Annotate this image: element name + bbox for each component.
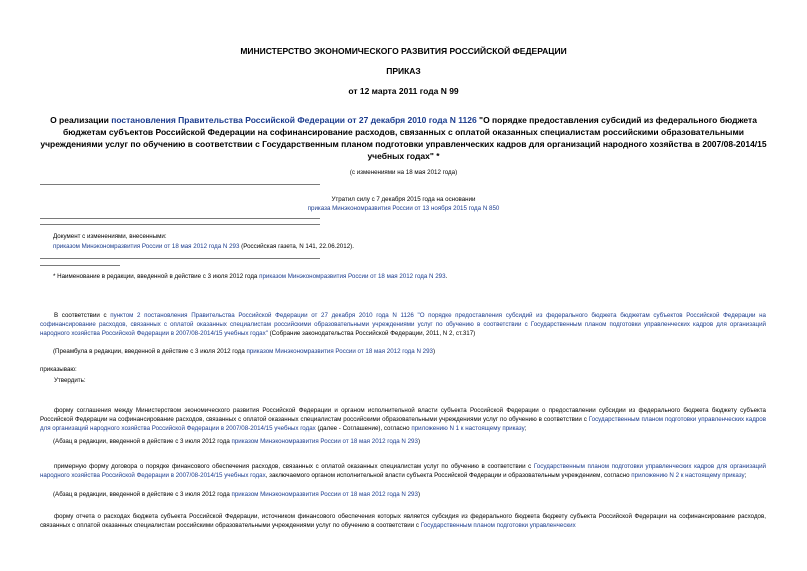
title-prefix: О реализации xyxy=(50,115,112,125)
approve-word: Утвердить: xyxy=(54,377,86,384)
note-text: (Преамбула в редакции, введенной в действие с 3 июля 2012 года xyxy=(53,348,247,355)
item-agreement-form xyxy=(40,406,766,433)
preamble-edition-note xyxy=(53,347,763,356)
item1-edition-note xyxy=(53,437,763,446)
orders-word: приказываю: xyxy=(40,366,77,373)
item2-end: ; xyxy=(744,472,747,479)
appendix-1-link[interactable]: приложению N 1 к настоящему приказу xyxy=(411,425,525,432)
appendix-2-link[interactable]: приложению N 2 к настоящему приказу xyxy=(631,472,745,479)
separator-line xyxy=(40,258,320,259)
item1-text: форму соглашения между Министерством экономического развития Российской Федерации и органом исполнительной власти субъекта Российской Федерации о предоставлении субсидии из федерального бюджета бюджету субъекта Российской Федерации на софинансирование расходов, связанных с оплатой оказанных специалистам российскими образовательными учреждениями услуг по обучению в соответствии с xyxy=(40,407,766,423)
title-resolution-link[interactable]: постановления Правительства Российской Федерации от 27 декабря 2010 года N 1126 xyxy=(111,115,477,125)
note-order-link[interactable]: приказом Минэкономразвития России от 18 мая 2012 года N 293 xyxy=(246,348,433,355)
ministry-heading: МИНИСТЕРСТВО ЭКОНОМИЧЕСКОГО РАЗВИТИЯ РОССИЙСКОЙ ФЕДЕРАЦИИ xyxy=(240,46,567,56)
amendments-line xyxy=(53,242,753,251)
item-contract-form xyxy=(40,462,766,480)
validity-line: Утратил силу с 7 декабря 2015 года на основании xyxy=(331,196,476,203)
preamble-paragraph xyxy=(40,311,766,338)
item1-mid: (далее - Соглашение), согласно xyxy=(315,425,412,432)
item2-mid: , заключаемого органом исполнительной власти субъекта Российской Федерации и образовательным учреждением, согласно xyxy=(265,472,632,479)
repeal-order-link[interactable]: приказа Минэкономразвития России от 13 ноября 2015 года N 850 xyxy=(307,205,500,212)
preamble-source: (Собрание законодательства Российской Федерации, 2011, N 2, ст.317) xyxy=(267,330,476,337)
item1-end: ; xyxy=(524,425,527,432)
preamble-resolution-link[interactable]: пунктом 2 постановления Правительства Российской Федерации от 27 декабря 2010 года N 1126 "О порядке предоставления субсидий из федерального бюджета бюджетам субъектов Российской Федерации на софинансирование расходов, связанных с оплатой оказанных специалистам российскими образовательными учреждениями услуг по обучению в соответствии с Государственным планом подготовки управленческих кадров для организаций народного хозяйства Российской Федерации в 2007/08-2014/15 учебных годах" xyxy=(40,312,766,337)
footnote xyxy=(53,272,763,281)
doc-type-heading: ПРИКАЗ xyxy=(386,66,421,76)
footnote-text: * Наименование в редакции, введенной в действие с 3 июля 2012 года xyxy=(53,273,260,280)
preamble-text-start: В соответствии с xyxy=(54,312,111,319)
changes-note: (с изменениями на 18 мая 2012 года) xyxy=(349,169,458,176)
note-end: ) xyxy=(432,348,436,355)
item2-edition-note xyxy=(53,490,763,499)
document-title xyxy=(32,114,775,162)
separator-line xyxy=(40,184,320,185)
item3-text: форму отчета о расходах бюджета субъекта Российской Федерации, источником финансового обеспечения которых является субсидия из федерального бюджета бюджету субъекта Российской Федерации на софинансирование расходов, связанных с оплатой оказанных специалистам российскими образовательными учреждениями услуг по обучению в соответствии с xyxy=(40,513,766,529)
note-text: (Абзац в редакции, введенной в действие с 3 июля 2012 года xyxy=(53,438,232,445)
item2-plan-link[interactable]: Государственным планом подготовки управленческих кадров для организаций народного хозяйства Российской Федерации в 2007/08-2014/15 учебных годах xyxy=(40,463,766,479)
item3-plan-link[interactable]: Государственным планом подготовки управленческих xyxy=(420,522,576,529)
item1-plan-link[interactable]: Государственным планом подготовки управленческих кадров для организаций народного хозяйства Российской Федерации в 2007/08-2014/15 учебных годах xyxy=(40,416,767,432)
note-end: ) xyxy=(417,438,421,445)
order-date-number: от 12 марта 2011 года N 99 xyxy=(348,86,459,96)
separator-line xyxy=(40,224,320,225)
amendment-order-link[interactable]: приказом Минэкономразвития России от 18 мая 2012 года N 293 xyxy=(53,243,240,250)
amendment-source: (Российская газета, N 141, 22.06.2012). xyxy=(239,243,354,250)
note-order-link[interactable]: приказом Минэкономразвития России от 18 мая 2012 года N 293 xyxy=(231,438,418,445)
footnote-end: . xyxy=(445,273,448,280)
separator-line xyxy=(40,218,320,219)
amendments-label: Документ с изменениями, внесенными: xyxy=(53,233,167,240)
footnote-rule xyxy=(40,265,120,266)
note-end: ) xyxy=(417,491,421,498)
footnote-order-link[interactable]: приказом Минэкономразвития России от 18 мая 2012 года N 293 xyxy=(259,273,446,280)
note-text: (Абзац в редакции, введенной в действие с 3 июля 2012 года xyxy=(53,491,232,498)
item2-text: примерную форму договора о порядке финансового обеспечения расходов, связанных с оплатой оказанных специалистам услуг по обучению в соответствии с xyxy=(54,463,534,470)
item-report-form xyxy=(40,512,766,530)
note-order-link[interactable]: приказом Минэкономразвития России от 18 мая 2012 года N 293 xyxy=(231,491,418,498)
title-rest: "О порядке предоставления субсидий из федерального бюджета бюджетам субъектов Российской Федерации на софинансирование расходов, связанных с оплатой оказанных специалистам российскими образовательными учреждениями услуг по обучению в соответствии с Государственным планом подготовки управленческих кадров для организаций народного хозяйства в 2007/08-2014/15 учебных годах" * xyxy=(40,115,767,161)
